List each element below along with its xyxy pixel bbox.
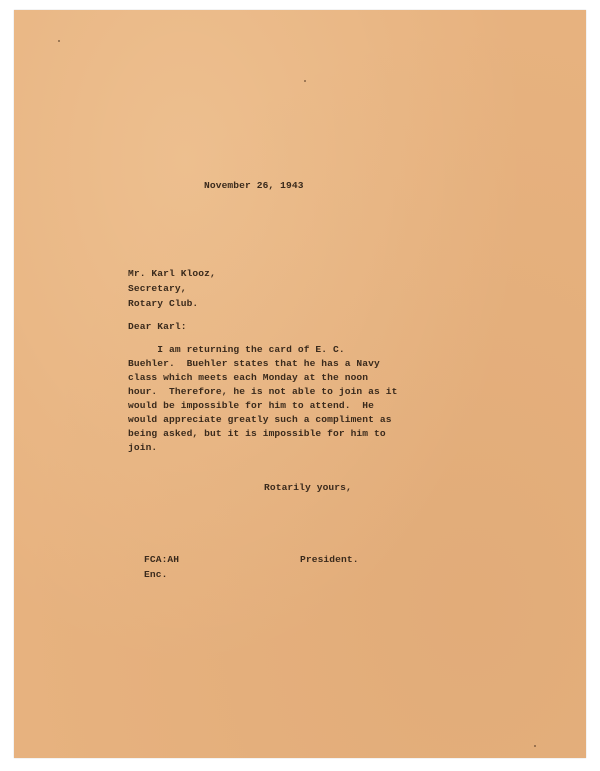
body-line: join. (128, 442, 158, 453)
reference-initials: FCA:AH (144, 554, 180, 565)
body-line: Buehler. Buehler states that he has a Navy (128, 358, 380, 369)
paper-speck (304, 80, 306, 82)
letter-date: November 26, 1943 (204, 180, 304, 191)
body-line: being asked, but it is impossible for him to (128, 428, 386, 439)
paper-speck (58, 40, 60, 42)
body-line: would appreciate greatly such a compliment as (128, 414, 392, 425)
body-line: hour. Therefore, he is not able to join as it (128, 386, 398, 397)
body-line: would be impossible for him to attend. He (128, 400, 375, 411)
letter-page (14, 10, 586, 758)
paper-speck (534, 745, 536, 747)
recipient-title: Secretary, (128, 283, 187, 294)
salutation: Dear Karl: (128, 321, 187, 332)
recipient-name: Mr. Karl Klooz, (128, 268, 216, 279)
signature-title: President. (300, 554, 359, 565)
body-line: class which meets each Monday at the noon (128, 372, 369, 383)
body-line: I am returning the card of E. C. (128, 344, 345, 355)
closing: Rotarily yours, (264, 482, 352, 493)
recipient-organization: Rotary Club. (128, 298, 199, 309)
enclosure-note: Enc. (144, 569, 168, 580)
